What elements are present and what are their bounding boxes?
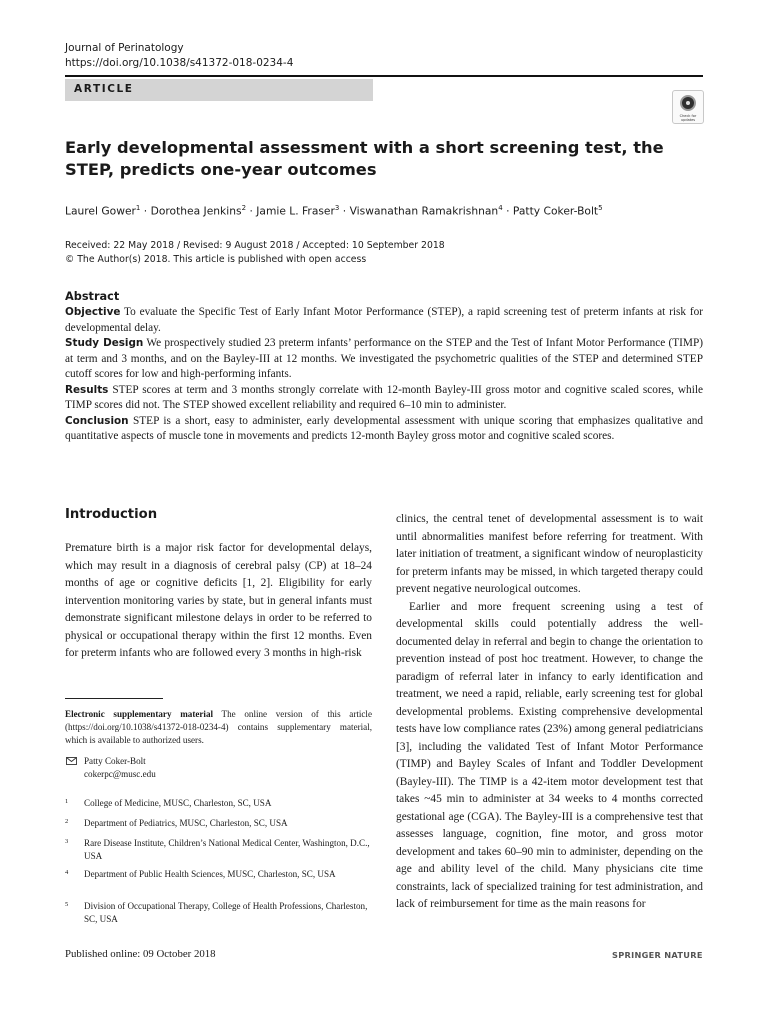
check-updates-label: Check for updates — [679, 114, 697, 122]
header-rule — [65, 75, 703, 77]
journal-header — [65, 41, 293, 71]
study-design-label: Study Design — [65, 337, 144, 349]
history-dates: Received: 22 May 2018 / Revised: 9 August 2018 / Accepted: 10 September 2018 — [65, 240, 445, 251]
affiliation-text: Department of Public Health Sciences, MUSC, Charleston, SC, USA — [84, 869, 336, 879]
author-affiliation-ref: 4 — [498, 204, 503, 212]
corresponding-author — [84, 755, 156, 781]
introduction-left-column — [65, 540, 372, 663]
article-dates — [65, 239, 445, 267]
check-for-updates-button[interactable] — [672, 90, 704, 124]
introduction-heading: Introduction — [65, 507, 158, 522]
abstract-conclusion — [65, 414, 703, 445]
author-affiliation-ref: 2 — [241, 204, 247, 212]
affiliation-text: Department of Pediatrics, MUSC, Charleston, SC, USA — [84, 818, 288, 828]
section-label: ARTICLE — [74, 83, 134, 95]
supplementary-label: Electronic supplementary material — [65, 709, 214, 719]
published-date: Published online: 09 October 2018 — [65, 948, 216, 960]
author-name[interactable]: Jamie L. Fraser — [256, 204, 335, 218]
conclusion-label: Conclusion — [65, 414, 129, 427]
author-name[interactable]: Dorothea Jenkins — [150, 204, 242, 218]
article-title: Early developmental assessment with a short screening test, the STEP, predicts one-year outcomes — [65, 138, 664, 179]
envelope-icon — [66, 757, 77, 765]
copyright-line: © The Author(s) 2018. This article is published with open access — [65, 254, 367, 265]
author-separator: · — [506, 204, 510, 218]
author-separator: · — [249, 204, 253, 218]
paragraph: Earlier and more frequent screening using a test of developmental skills could potentially address the well-documented delay in referral and begin to change the orientation to prevention instead of post hoc treatment. However, to change the paradigm of referral later in infancy to early identification and treatment, we need a rapid, reliable, early screening test for global developmental problems. Existing comprehensive developmental tests have low compliance rates (23%) among general pediatricians [3], including the validated Test of Infant Motor Performance (TIMP) and Bayley Scales of Infant and Toddler Development (Bayley-III). The TIMP is a 42-item motor development test that takes ~45 min to administer at 34 weeks to 4 months corrected gestational age (CGA). The Bayley-III is a comprehensive test that assesses language, cognition, fine motor, and gross motor development and takes 60–90 min to administer, depending on the age and ability level of the child. Many physicians cite time constraints, lack of specialized training for test administration, and lack of reimbursement for time as the main reasons for — [396, 600, 703, 910]
author-name[interactable]: Viswanathan Ramakrishnan — [349, 204, 499, 218]
abstract-study-design — [65, 336, 703, 383]
doi-link[interactable]: https://doi.org/10.1038/s41372-018-0234-4 — [65, 57, 294, 69]
abstract-heading: Abstract — [65, 290, 120, 303]
author-separator: · — [342, 204, 347, 218]
objective-text: To evaluate the Specific Test of Early Infant Motor Performance (STEP), a rapid screening test of preterm infants at risk for developmental delay. — [65, 306, 703, 334]
abstract-body — [65, 305, 703, 445]
affiliation-text: Rare Disease Institute, Children’s National Medical Center, Washington, D.C., USA — [84, 838, 370, 861]
introduction-right-column — [396, 511, 703, 914]
author-affiliation-ref: 1 — [135, 204, 141, 212]
affiliation-number: 4 — [65, 869, 69, 876]
author-name[interactable]: Patty Coker-Bolt — [512, 204, 599, 218]
journal-name: Journal of Perinatology — [65, 42, 184, 54]
affiliation-text: College of Medicine, MUSC, Charleston, SC, USA — [84, 798, 272, 808]
study-design-text: We prospectively studied 23 preterm infants’ performance on the STEP and the Test of Infant Motor Performance (TIMP) at term and 3 months, and on the Bayley-III at 12 months. We investigated the psychometric qualities of the STEP and determined STEP cutoff scores for low and high-performing infants. — [65, 337, 704, 380]
author-affiliation-ref: 5 — [598, 204, 603, 212]
affiliation-number: 1 — [65, 798, 69, 805]
publisher-logo: SPRINGER NATURE — [612, 950, 703, 960]
corresponding-name: Patty Coker-Bolt — [84, 756, 146, 766]
affiliation-number: 5 — [65, 901, 69, 908]
results-text: STEP scores at term and 3 months strongly correlate with 12-month Bayley-III gross motor and cognitive scaled scores, while TIMP scores did not. The STEP showed excellent reliability and required 6–10 min to administer. — [65, 383, 703, 411]
supplementary-text: The online version of this article (https://doi.org/10.1038/s41372-018-0234-4) contains supplementary material, which is available to authorized users. — [65, 709, 372, 745]
corresponding-email[interactable]: cokerpc@musc.edu — [84, 769, 156, 779]
conclusion-text: STEP is a short, easy to administer, early developmental assessment with unique scoring that emphasizes qualitative and quantitative aspects of muscle tone in movements and predicts 12-month Bayley gross motor and cognitive scaled scores. — [65, 414, 704, 442]
paragraph: Premature birth is a major risk factor for developmental delays, which may result in a diagnosis of cerebral palsy (CP) at 18–24 months of age or cognitive deficits [1, 2]. Eligibility for early intervention monitoring varies by state, but in general infants must demonstrate significant milestone delays in order to be referred to physical or occupational therapy within the first 12 months. Even for preterm infants who are followed every 3 months in high-risk — [65, 542, 372, 659]
affiliation-text: Division of Occupational Therapy, College of Health Professions, Charleston, SC, USA — [84, 901, 368, 924]
author-affiliation-ref: 3 — [334, 204, 340, 212]
objective-label: Objective — [65, 306, 121, 318]
abstract-results — [65, 383, 703, 414]
results-label: Results — [65, 383, 109, 396]
footnote-rule — [65, 698, 163, 699]
supplementary-note — [65, 708, 372, 747]
author-list — [65, 204, 603, 218]
abstract-objective — [65, 305, 703, 336]
affiliation-number: 3 — [65, 838, 69, 845]
affiliation-number: 2 — [65, 818, 69, 825]
check-updates-icon — [680, 95, 696, 111]
author-name[interactable]: Laurel Gower — [65, 204, 136, 218]
paragraph: clinics, the central tenet of developmental assessment is to wait until abnormalities manifest before referring for treatment. With later initiation of treatment, a significant window of neuroplasticity for preterm infants may be missed, in which targeted therapy could prevent negative neurological outcomes. — [396, 513, 703, 595]
author-separator: · — [143, 204, 148, 218]
